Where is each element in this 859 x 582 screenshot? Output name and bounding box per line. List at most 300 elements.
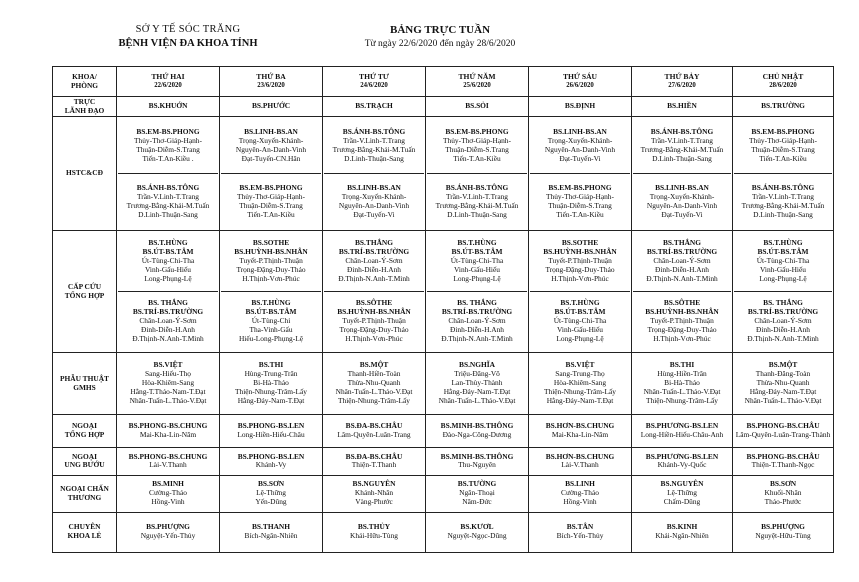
duty-cell	[632, 117, 733, 231]
staff-names: Trọng-Xuyến-Khánh-	[341, 192, 407, 202]
duty-cell	[733, 447, 834, 475]
doctor-name: BS.EM-BS.PHONG	[239, 183, 303, 193]
date-range: Từ ngày 22/6/2020 đến ngày 28/6/2020	[364, 39, 516, 49]
staff-names: Trọng-Đặng-Duy-Thảo	[236, 265, 306, 275]
duty-cell	[323, 231, 426, 352]
staff-names: Thiện-Nhung-Trâm-Lấy	[544, 387, 616, 397]
duty-cell	[117, 231, 220, 352]
staff-names: Thủy-Thơ-Giáp-Hạnh-	[443, 135, 511, 145]
day-shift	[324, 118, 424, 175]
staff-names: Năm-Đức	[462, 497, 492, 507]
duty-cell	[426, 97, 529, 117]
doctor-name: BS.THANH	[252, 522, 290, 532]
staff-names: Út-Tùng-Chi-Tha	[450, 256, 504, 266]
unit-label	[53, 97, 117, 117]
doctor-name: BS.T.HÙNG	[560, 298, 600, 308]
staff-names: Thiện-T.Thanh	[351, 460, 397, 470]
staff-names: D.Linh-Thuận-Sang	[447, 210, 507, 219]
staff-names: Trọng-Xuyến-Khánh-	[238, 135, 304, 145]
unit-label	[53, 352, 117, 415]
staff-names: Long-Phụng-Lệ	[759, 273, 807, 283]
schedule-row	[53, 231, 834, 352]
staff-names: Thiện-Nhung-Trâm-Lấy	[235, 387, 307, 397]
staff-names: Tuyết-P.Thịnh-Thuận	[239, 256, 303, 266]
staff-names: Tiến-T.An-Kiều	[759, 153, 807, 163]
duty-cell	[529, 231, 632, 352]
schedule-row	[53, 117, 834, 231]
staff-names: Chân-Loan-Ý-Sơm	[345, 256, 403, 266]
duty-cell	[426, 352, 529, 415]
staff-names: Trần-V.Linh-T.Trang	[751, 192, 814, 202]
duty-cell	[117, 512, 220, 553]
staff-names: Long-Phụng-Lệ	[556, 333, 604, 343]
duty-cell	[426, 512, 529, 553]
staff-names: Vàng-Phước	[355, 497, 393, 507]
day-name: THỨ BA	[256, 71, 286, 81]
doctor-name: BS.MINH-BS.THÔNG	[440, 421, 514, 431]
day-shift	[427, 118, 527, 175]
doctor-name: BS.THẮNG	[355, 238, 393, 248]
staff-names: Nguyệt-Yến-Thủy	[140, 531, 196, 541]
doctor-name: BS.TRÍ-BS.TRƯỜNG	[441, 307, 513, 317]
doctor-name: BS.HƠN-BS.CHUNG	[545, 451, 615, 461]
staff-names: Đ.Thịnh-N.Anh-T.Minh	[132, 333, 204, 343]
staff-names: Trọng-Xuyến-Khánh-	[547, 135, 613, 145]
doctor-name: BS.NGHĨA	[459, 360, 495, 370]
duty-cell	[220, 476, 323, 512]
duty-cell	[426, 447, 529, 475]
day-shift	[221, 118, 321, 175]
doctor-name: BS.PHONG-BS.CHÂU	[746, 421, 820, 431]
doctor-name: BS.HUỲNH-BS.NHÂN	[543, 247, 617, 257]
doctor-name: BS.SÔTHE	[355, 298, 393, 308]
doctor-name: BS.PHONG-BS.CHUNG	[128, 421, 208, 431]
day-name: CHỦ NHẬT	[762, 71, 804, 81]
hospital-name: BỆNH VIỆN ĐA KHOA TỈNH	[118, 38, 258, 49]
doctor-name: BS.THỦY	[357, 522, 391, 532]
header-row	[53, 67, 834, 97]
staff-names: Hiếu-Long-Phụng-Lệ	[238, 333, 304, 343]
duty-cell	[632, 97, 733, 117]
staff-names: Bi-Hà-Thảo	[253, 378, 289, 388]
staff-names: Trọng-Đặng-Duy-Thảo	[545, 265, 615, 275]
duty-cell	[220, 117, 323, 231]
staff-names: Khuối-Nhân	[764, 488, 802, 498]
staff-names: Nhân-Tuấn-L.Thảo-V.Đạt	[129, 395, 207, 405]
staff-names: D.Linh-Thuận-Sang	[652, 153, 712, 163]
duty-cell	[632, 447, 733, 475]
doctor-name: BS.ÚT-BS.TÂM	[142, 247, 194, 257]
day-header	[220, 67, 323, 97]
doctor-name: BS.LINH-BS.AN	[244, 126, 298, 136]
staff-names: Tiến-T.An-Kiều	[556, 210, 604, 219]
day-header	[529, 67, 632, 97]
doctor-name: BS.TRÍ-BS.TRƯỜNG	[132, 307, 204, 317]
night-shift	[118, 292, 218, 351]
staff-names: Thủy-Thơ-Giáp-Hạnh-	[749, 135, 817, 145]
day-date: 23/6/2020	[257, 81, 285, 89]
day-name: THỨ SÁU	[562, 71, 598, 81]
staff-names: Thiện-Nhung-Trâm-Lấy	[338, 395, 410, 405]
staff-names: Nguyên-An-Danh-Vinh	[646, 201, 718, 211]
staff-names: H.Thịnh-Vơn-Phúc	[345, 333, 403, 343]
staff-names: Tuyết-P.Thịnh-Thuận	[650, 316, 714, 326]
staff-names: Bi-Hà-Thảo	[664, 378, 700, 388]
doctor-name: BS.SỎI	[465, 101, 489, 111]
staff-names: Thủy-Thơ-Giáp-Hạnh-	[134, 135, 202, 145]
day-name: THỨ BẢY	[664, 71, 700, 81]
staff-names: Thiện-T.Thanh-Ngọc	[751, 460, 815, 470]
staff-names: Thủy-Thơ-Giáp-Hạnh-	[237, 192, 305, 202]
doctor-name: BS.ÁNH-BS.TÔNG	[751, 183, 815, 193]
unit-label	[53, 231, 117, 352]
day-shift	[118, 118, 218, 175]
doctor-name: BS.EM-BS.PHONG	[751, 126, 815, 136]
doctor-name: BS.MINH	[152, 479, 184, 489]
staff-names: Trương-Bằng-Khải-M.Tuấn	[640, 144, 724, 154]
day-name: THỨ TƯ	[359, 71, 389, 81]
duty-cell	[529, 447, 632, 475]
staff-names: Sang-Hiếu-Thọ	[145, 369, 191, 379]
doctor-name: BS.MỘT	[359, 360, 389, 370]
staff-names: H.Thịnh-Vơn-Phúc	[653, 333, 711, 343]
doctor-name: BS.TRÍ-BS.TRƯỜNG	[646, 247, 718, 257]
unit-label-line: THƯƠNG	[67, 492, 102, 502]
header-right	[330, 24, 550, 49]
duty-cell	[733, 476, 834, 512]
staff-names: Tuyết-P.Thịnh-Thuận	[548, 256, 612, 266]
staff-names: Hằng-T.Thảo-Nam-T.Đạt	[130, 387, 206, 397]
night-shift	[427, 292, 527, 351]
doctor-name: BS.ÁNH-BS.TÔNG	[650, 126, 714, 136]
duty-cell	[323, 476, 426, 512]
staff-names: Hùng-Trung-Trân	[244, 369, 298, 379]
staff-names: Hòa-Khiêm-Sang	[141, 378, 195, 388]
staff-names: Trọng-Đặng-Duy-Thảo	[647, 325, 717, 335]
staff-names: Long-Hiền-Hiếu-Châu-Anh	[640, 430, 724, 440]
corner-line: PHÒNG	[70, 80, 99, 90]
doctor-name: BS.VIỆT	[153, 360, 183, 370]
night-shift	[633, 292, 731, 351]
duty-cell	[733, 117, 834, 231]
staff-names: Cường-Thảo	[149, 488, 187, 498]
staff-names: Đ.Thịnh-N.Anh-T.Minh	[747, 333, 819, 343]
duty-schedule-table	[52, 66, 834, 553]
staff-names: Hồng-Vinh	[563, 497, 597, 507]
day-shift	[734, 232, 832, 292]
doctor-name: BS.THI	[669, 360, 695, 370]
doctor-name: BS.EM-BS.PHONG	[445, 126, 509, 136]
staff-names: Chân-Loan-Ý-Sơm	[653, 256, 711, 266]
doctor-name: BS.MỘT	[768, 360, 798, 370]
doctor-name: BS.LINH-BS.AN	[655, 183, 709, 193]
staff-names: Lài-V.Thanh	[149, 460, 187, 470]
staff-names: Vinh-Gấu-Hiếu	[557, 325, 603, 335]
doctor-name: BS.PHONG-BS.CHUNG	[128, 451, 208, 461]
day-shift	[530, 118, 630, 175]
staff-names: Nhân-Tuấn-L.Thảo-V.Đạt	[643, 387, 721, 397]
staff-names: Thuận-Diễm-S.Trang	[548, 201, 612, 211]
unit-label-line: CẤP CỨU	[67, 281, 102, 291]
night-shift	[324, 292, 424, 351]
staff-names: Nguyên-An-Danh-Vinh	[338, 201, 410, 211]
unit-label-line: TỔNG HỢP	[64, 430, 105, 440]
duty-cell	[529, 352, 632, 415]
staff-names: Thiện-Nhung-Trâm-Lấy	[646, 395, 718, 405]
day-date: 25/6/2020	[463, 81, 491, 89]
doctor-name: BS.LINH-BS.AN	[553, 126, 607, 136]
corner-line: KHOA/	[72, 71, 97, 81]
doctor-name: BS.PHƯƠNG-BS.LEN	[645, 451, 719, 461]
staff-names: Nhân-Tuấn-L.Thảo-V.Đạt	[744, 395, 822, 405]
day-header	[426, 67, 529, 97]
staff-names: Đinh-Diễn-H.Anh	[655, 265, 709, 275]
staff-names: Chân-Loan-Ý-Sơm	[754, 316, 812, 326]
schedule-row	[53, 512, 834, 553]
staff-names: Trọng-Xuyến-Khánh-	[649, 192, 715, 202]
staff-names: Nguyên-An-Danh-Vinh	[544, 144, 616, 154]
staff-names: Nguyệt-Hữu-Tùng	[755, 531, 811, 541]
doctor-name: BS.SOTHE	[561, 238, 599, 248]
schedule-row	[53, 447, 834, 475]
staff-names: Lệ-Thững	[667, 488, 697, 498]
unit-label	[53, 512, 117, 553]
night-shift	[530, 174, 630, 230]
duty-cell	[529, 415, 632, 447]
staff-names: Yến-Dũng	[255, 497, 287, 507]
staff-names: Thuận-Diễm-S.Trang	[751, 144, 815, 154]
day-shift	[734, 118, 832, 175]
doctor-name: BS.T.HÙNG	[457, 238, 497, 248]
doctor-name: BS.EM-BS.PHONG	[136, 126, 200, 136]
doctor-name: BS.ĐỊNH	[564, 101, 596, 111]
doctor-name: BS.PHƯƠNG-BS.LEN	[645, 421, 719, 431]
schedule-row	[53, 97, 834, 117]
staff-names: Trần-V.Linh-T.Trang	[136, 192, 199, 202]
staff-names: Thanh-Hiền-Toàn	[347, 369, 401, 379]
duty-cell	[323, 117, 426, 231]
staff-names: Trần-V.Linh-T.Trang	[650, 135, 713, 145]
staff-names: D.Linh-Thuận-Sang	[344, 153, 404, 163]
duty-cell	[117, 447, 220, 475]
day-shift	[118, 232, 218, 292]
staff-names: Long-Phụng-Lệ	[453, 273, 501, 283]
duty-cell	[323, 415, 426, 447]
doctor-name: BS.TRÍ-BS.TRƯỜNG	[747, 307, 819, 317]
day-shift	[324, 232, 424, 292]
duty-cell	[632, 415, 733, 447]
duty-cell	[529, 97, 632, 117]
staff-names: Đạt-Tuyến-Vi	[661, 210, 703, 219]
staff-names: Lệ-Thững	[256, 488, 286, 498]
doctor-name: BS.NGUYÊN	[660, 479, 704, 489]
staff-names: D.Linh-Thuận-Sang	[753, 210, 813, 219]
day-shift	[530, 232, 630, 292]
unit-label	[53, 476, 117, 512]
duty-cell	[323, 512, 426, 553]
staff-names: Bích-Yến-Thủy	[556, 531, 604, 541]
doctor-name: BS.PHONG-BS.LEN	[237, 421, 305, 431]
staff-names: Đ.Thịnh-N.Anh-T.Minh	[441, 333, 513, 343]
duty-cell	[426, 117, 529, 231]
schedule-body	[53, 97, 834, 553]
staff-names: Út-Tùng-Chi-Tha	[756, 256, 810, 266]
staff-names: Thừa-Nhu-Quanh	[756, 378, 810, 388]
duty-cell	[733, 231, 834, 352]
doctor-name: BS.THI	[258, 360, 284, 370]
staff-names: Hòa-Khiêm-Sang	[553, 378, 607, 388]
staff-names: Hằng-Đáy-Nam-T.Đạt	[443, 387, 511, 397]
schedule-row	[53, 415, 834, 447]
staff-names: Thảo-Phước	[764, 497, 802, 507]
duty-cell	[220, 231, 323, 352]
night-shift	[633, 174, 731, 230]
day-name: THỨ HAI	[151, 71, 185, 81]
staff-names: Lâm-Quyên-Luân-Trang-Thành	[735, 430, 831, 440]
night-shift	[427, 174, 527, 230]
staff-names: Chân-Loan-Ý-Sơm	[139, 316, 197, 326]
doctor-name: BS.ĐA-BS.CHÂU	[345, 451, 403, 461]
doctor-name: BS.TRẠCH	[355, 101, 393, 111]
staff-names: Sang-Trung-Thọ	[555, 369, 605, 379]
staff-names: Lâm-Quyên-Luân-Trang	[337, 430, 411, 440]
doctor-name: BS.ÚT-BS.TÂM	[757, 247, 809, 257]
staff-names: Trương-Bằng-Khải-M.Tuấn	[126, 201, 210, 211]
doctor-name: BS.SÔTHE	[663, 298, 701, 308]
staff-names: Triệu-Đăng-Võ	[454, 369, 500, 379]
unit-label-line: LÃNH ĐẠO	[64, 105, 105, 115]
doctor-name: BS.ÁNH-BS.TÔNG	[136, 183, 200, 193]
doctor-name: BS.HUỲNH-BS.NHÂN	[234, 247, 308, 257]
doctor-name: BS.ÚT-BS.TÂM	[554, 307, 606, 317]
doctor-name: BS.SƠN	[257, 479, 285, 489]
staff-names: Thu-Nguyên	[458, 460, 496, 470]
doctor-name: BS.PHƯỢNG	[761, 522, 805, 532]
doctor-name: BS.HUỲNH-BS.NHÂN	[337, 307, 411, 317]
duty-cell	[529, 117, 632, 231]
staff-names: Mai-Kha-Lin-Năm	[139, 430, 197, 440]
unit-label-line: UNG BƯỚU	[64, 460, 105, 470]
duty-cell	[323, 97, 426, 117]
staff-names: Trương-Bằng-Khải-M.Tuấn	[435, 201, 519, 211]
doctor-name: BS.ÁNH-BS.TÔNG	[445, 183, 509, 193]
staff-names: H.Thịnh-Vơn-Phúc	[551, 273, 609, 283]
day-date: 22/6/2020	[154, 81, 182, 89]
staff-names: Tha-Vinh-Gấu	[249, 325, 293, 335]
staff-names: Khánh-Nhân	[354, 488, 394, 498]
duty-cell	[733, 512, 834, 553]
doctor-name: BS.T.HÙNG	[251, 298, 291, 308]
duty-cell	[632, 231, 733, 352]
staff-names: Chấm-Dũng	[663, 497, 701, 507]
staff-names: Trương-Bằng-Khải-M.Tuấn	[741, 201, 825, 211]
doctor-name: BS.SƠN	[769, 479, 797, 489]
doctor-name: BS. THẮNG	[148, 298, 188, 308]
doctor-name: BS.NGUYÊN	[352, 479, 396, 489]
staff-names: Đạt-Tuyến-CN.Hân	[241, 153, 301, 163]
duty-cell	[529, 476, 632, 512]
doctor-name: BS.PHONG-BS.LEN	[237, 451, 305, 461]
unit-label-line: NGOẠI	[71, 451, 98, 461]
duty-cell	[632, 352, 733, 415]
unit-label-line: NGOẠI	[71, 421, 98, 431]
staff-names: Long-Phụng-Lệ	[144, 273, 192, 283]
day-shift	[221, 232, 321, 292]
duty-cell	[220, 352, 323, 415]
staff-names: Tuyết-P.Thịnh-Thuận	[342, 316, 406, 326]
day-header	[632, 67, 733, 97]
doctor-name: BS.HƠN-BS.CHUNG	[545, 421, 615, 431]
staff-names: Tiến-T.An-Kiều	[453, 153, 501, 163]
document-title: BẢNG TRỰC TUẦN	[389, 24, 491, 36]
staff-names: Đ.Thịnh-N.Anh-T.Minh	[338, 273, 410, 283]
doctor-name: BS.ÚT-BS.TÂM	[451, 247, 503, 257]
duty-cell	[323, 352, 426, 415]
duty-cell	[117, 476, 220, 512]
night-shift	[530, 292, 630, 351]
doctor-name: BS.VIỆT	[565, 360, 595, 370]
unit-label-line: HSTC&CĐ	[66, 168, 103, 178]
duty-cell	[117, 97, 220, 117]
doctor-name: BS.SOTHE	[252, 238, 290, 248]
staff-names: Hồng-Vinh	[151, 497, 185, 507]
staff-names: Ngân-Thoại	[459, 488, 495, 498]
duty-cell	[117, 352, 220, 415]
staff-names: Khánh-Vy	[255, 460, 287, 470]
schedule-row	[53, 476, 834, 512]
staff-names: Thuận-Diễm-S.Trang	[239, 201, 303, 211]
duty-cell	[117, 415, 220, 447]
staff-names: Cường-Thảo	[561, 488, 599, 498]
staff-names: Đạt-Tuyến-Vi	[559, 153, 601, 163]
day-name: THỨ NĂM	[458, 71, 496, 81]
doctor-name: BS. THẮNG	[763, 298, 803, 308]
staff-names: Nguyên-An-Danh-Vinh	[235, 144, 307, 154]
staff-names: Út-Tùng-Chi	[251, 316, 291, 326]
doctor-name: BS.TRƯỜNG	[761, 101, 805, 111]
unit-label-line: TRỰC	[73, 96, 96, 106]
staff-names: Trọng-Đặng-Duy-Thảo	[339, 325, 409, 335]
unit-label-line: KHOA LẺ	[67, 531, 102, 541]
staff-names: H.Thịnh-Vơn-Phúc	[242, 273, 300, 283]
staff-names: Đinh-Diễn-H.Anh	[347, 265, 401, 275]
staff-names: Đ.Thịnh-N.Anh-T.Minh	[646, 273, 718, 283]
unit-label-line: PHẪU THUẬT	[60, 373, 109, 383]
duty-cell	[117, 117, 220, 231]
night-shift	[221, 174, 321, 230]
staff-names: Út-Tùng-Chi-Tha	[553, 316, 607, 326]
duty-cell	[529, 512, 632, 553]
day-shift	[633, 118, 731, 175]
unit-label	[53, 117, 117, 231]
doctor-name: BS.KƯƠL	[460, 522, 494, 532]
day-header	[323, 67, 426, 97]
day-header	[733, 67, 834, 97]
staff-names: Chân-Loan-Ý-Sơm	[448, 316, 506, 326]
staff-names: Tiến-T.An-Kiều	[247, 210, 295, 219]
duty-cell	[220, 415, 323, 447]
doctor-name: BS.PHƯỢNG	[146, 522, 190, 532]
staff-names: Nguyệt-Ngọc-Dũng	[447, 531, 507, 541]
staff-names: Đinh-Diễn-H.Anh	[756, 325, 810, 335]
unit-label-line: CHUYÊN	[68, 522, 101, 532]
duty-cell	[220, 97, 323, 117]
staff-names: Trần-V.Linh-T.Trang	[342, 135, 405, 145]
staff-names: Vinh-Gấu-Hiếu	[760, 265, 806, 275]
doctor-name: BS.KINH	[666, 522, 698, 532]
doctor-name: BS.ÚT-BS.TÂM	[245, 307, 297, 317]
duty-cell	[426, 415, 529, 447]
